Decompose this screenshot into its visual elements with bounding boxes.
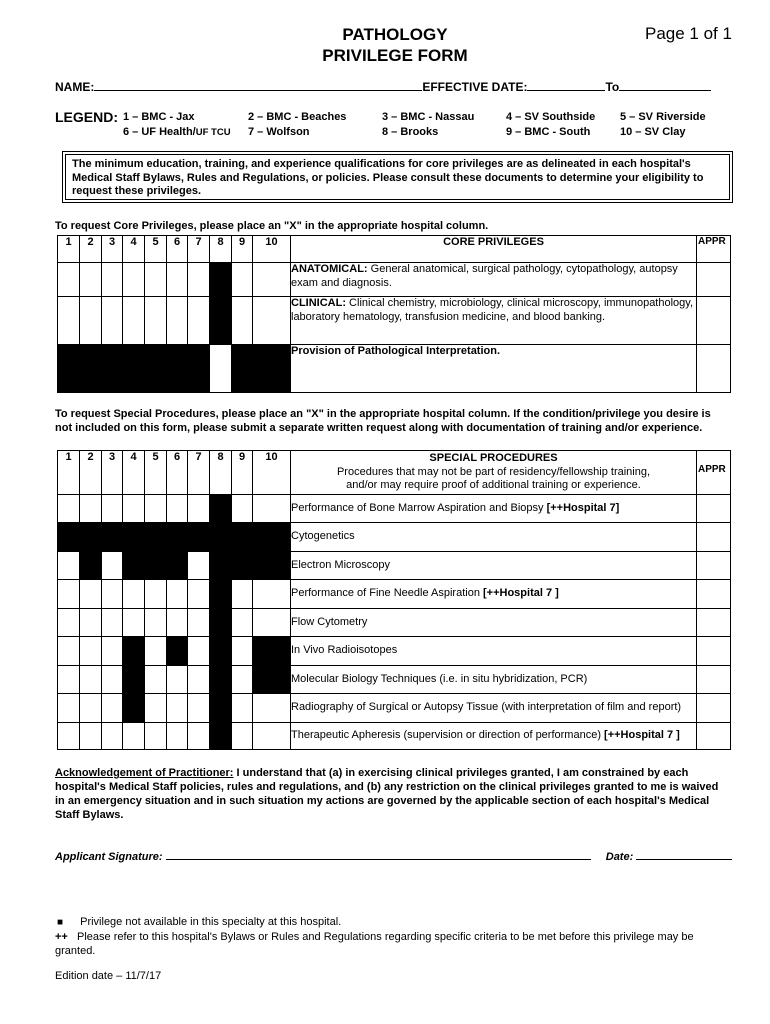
hospital-cell[interactable] — [253, 580, 291, 609]
unavailable-cell — [145, 523, 167, 552]
legend-item: 9 – BMC - South — [506, 126, 591, 138]
hospital-cell[interactable] — [58, 580, 80, 609]
hospital-cell[interactable] — [145, 694, 167, 723]
procedure-description — [291, 666, 697, 694]
hospital-cell[interactable] — [80, 297, 102, 345]
hospital-column-header: 5 — [145, 236, 167, 263]
hospital-cell[interactable] — [58, 263, 80, 297]
procedure-text: Molecular Biology Techniques (i.e. in situ hybridization, PCR) — [291, 672, 588, 685]
acknowledgement-label: Acknowledgement of Practitioner: — [55, 767, 234, 779]
plus-icon: ++ — [55, 931, 68, 943]
core-header-row — [58, 236, 731, 263]
hospital-cell[interactable] — [253, 495, 291, 523]
unavailable-cell — [102, 523, 123, 552]
hospital-cell[interactable] — [58, 694, 80, 723]
procedure-description — [291, 495, 697, 523]
hospital-cell[interactable] — [145, 609, 167, 637]
hospital-column-header: 1 — [58, 236, 80, 263]
procedure-description — [291, 552, 697, 580]
footnote-text: Privilege not available in this specialty at this hospital. — [80, 916, 342, 928]
hospital-cell[interactable] — [232, 580, 253, 609]
name-label: NAME: — [55, 80, 95, 94]
hospital-column-header: 3 — [102, 451, 123, 495]
legend-item: 6 – UF Health/UF TCU — [123, 126, 231, 138]
unavailable-cell — [58, 345, 80, 393]
hospital-cell[interactable] — [145, 495, 167, 523]
special-instruction: To request Special Procedures, please place an "X" in the appropriate hospital column. If the condition/privilege you desire is not included on this form, please submit a separate written request along with documentation of training and/or experience. — [55, 408, 711, 434]
core-row — [58, 345, 731, 393]
hospital-cell[interactable] — [188, 495, 210, 523]
hospital-cell[interactable] — [80, 263, 102, 297]
footnote-criteria — [55, 930, 720, 958]
hospital-cell[interactable] — [102, 694, 123, 723]
procedure-text: In Vivo Radioisotopes — [291, 644, 398, 657]
hospital-cell[interactable] — [188, 694, 210, 723]
legend-item: 1 – BMC - Jax — [123, 111, 195, 123]
page-number: Page 1 of 1 — [645, 24, 732, 43]
special-row — [58, 523, 731, 552]
unavailable-cell — [145, 552, 167, 580]
title-line-2: PRIVILEGE FORM — [322, 46, 468, 65]
hospital-column-header: 1 — [58, 451, 80, 495]
name-row — [55, 79, 711, 94]
hospital-cell[interactable] — [188, 723, 210, 750]
appr-cell[interactable] — [697, 523, 731, 552]
procedure-text: Therapeutic Apheresis (supervision or direction of performance) — [291, 729, 605, 742]
special-row — [58, 666, 731, 694]
procedure-text: Performance of Fine Needle Aspiration — [291, 587, 483, 600]
procedure-text: Electron Microscopy — [291, 558, 391, 571]
hospital-column-header: 10 — [253, 236, 291, 263]
hospital-cell[interactable] — [188, 580, 210, 609]
footnote-text: Please refer to this hospital's Bylaws or Rules and Regulations regarding specific criteria to be met before this privilege may be granted. — [55, 931, 694, 957]
procedure-description — [291, 637, 697, 666]
procedure-text: Radiography of Surgical or Autopsy Tissue (with interpretation of film and report) — [291, 701, 682, 714]
unavailable-cell — [123, 637, 145, 666]
hospital-cell[interactable] — [253, 723, 291, 750]
hospital-cell[interactable] — [80, 495, 102, 523]
appr-cell[interactable] — [697, 723, 731, 750]
title-line-1: PATHOLOGY — [342, 25, 448, 44]
hospital-cell[interactable] — [58, 297, 80, 345]
acknowledgement — [55, 766, 720, 822]
unavailable-cell — [210, 723, 232, 750]
acknowledgement-text: I understand that (a) in exercising clinical privileges granted, I am constrained by each hospital's Medical Staff policies, rules and regulations, and (b) any restriction on the clinical privileges granted to me is waived in an emergency situation and in such situation my actions are governed by the applicable section of each hospital's Medical Staff Bylaws. — [55, 767, 719, 821]
hospital-note: [++Hospital 7 ] — [483, 587, 559, 600]
date-field[interactable] — [636, 848, 732, 860]
hospital-column-header: 7 — [188, 451, 210, 495]
procedure-description — [291, 523, 697, 552]
appr-cell[interactable] — [697, 694, 731, 723]
black-square-icon: ■ — [57, 917, 64, 928]
hospital-column-header: 9 — [232, 451, 253, 495]
hospital-cell[interactable] — [232, 637, 253, 666]
hospital-cell[interactable] — [253, 263, 291, 297]
hospital-cell[interactable] — [102, 263, 123, 297]
hospital-cell[interactable] — [102, 495, 123, 523]
effective-date-label: EFFECTIVE DATE: — [422, 80, 528, 94]
unavailable-cell — [123, 666, 145, 694]
unavailable-cell — [167, 552, 188, 580]
legend-item: 3 – BMC - Nassau — [382, 111, 475, 123]
to-label: To — [605, 80, 620, 94]
special-header-title: SPECIAL PROCEDURES — [429, 452, 558, 465]
appr-cell[interactable] — [697, 345, 731, 393]
applicant-signature-field[interactable] — [166, 848, 591, 860]
hospital-cell[interactable] — [102, 609, 123, 637]
hospital-cell[interactable] — [232, 263, 253, 297]
unavailable-cell — [210, 297, 232, 345]
hospital-column-header: 4 — [123, 236, 145, 263]
hospital-cell[interactable] — [188, 666, 210, 694]
hospital-cell[interactable] — [102, 580, 123, 609]
hospital-cell[interactable] — [145, 297, 167, 345]
hospital-cell[interactable] — [58, 495, 80, 523]
appr-cell[interactable] — [697, 637, 731, 666]
special-row — [58, 694, 731, 723]
hospital-cell[interactable] — [167, 666, 188, 694]
unavailable-cell — [167, 523, 188, 552]
unavailable-cell — [167, 345, 188, 393]
hospital-cell[interactable] — [145, 580, 167, 609]
special-procedures-table — [57, 450, 731, 750]
hospital-cell[interactable] — [80, 666, 102, 694]
unavailable-cell — [58, 523, 80, 552]
hospital-column-header: 2 — [80, 451, 102, 495]
unavailable-cell — [210, 552, 232, 580]
appr-cell[interactable] — [697, 495, 731, 523]
unavailable-cell — [253, 523, 291, 552]
hospital-cell[interactable] — [58, 637, 80, 666]
hospital-cell[interactable] — [253, 694, 291, 723]
privilege-label: CLINICAL: — [291, 297, 346, 309]
hospital-cell[interactable] — [232, 666, 253, 694]
hospital-cell[interactable] — [58, 666, 80, 694]
procedure-description — [291, 694, 697, 723]
hospital-column-header: 9 — [232, 236, 253, 263]
hospital-cell[interactable] — [167, 580, 188, 609]
hospital-cell[interactable] — [232, 723, 253, 750]
unavailable-cell — [210, 263, 232, 297]
hospital-cell[interactable] — [102, 666, 123, 694]
appr-cell[interactable] — [697, 552, 731, 580]
hospital-cell[interactable] — [58, 723, 80, 750]
unavailable-cell — [253, 552, 291, 580]
hospital-column-header: 7 — [188, 236, 210, 263]
privilege-text: Clinical chemistry, microbiology, clinical microscopy, immunopathology, laboratory hematology, transfusion medicine, and blood banking. — [291, 297, 694, 323]
hospital-cell[interactable] — [102, 552, 123, 580]
special-row — [58, 552, 731, 580]
hospital-cell[interactable] — [80, 580, 102, 609]
unavailable-cell — [232, 552, 253, 580]
unavailable-cell — [253, 345, 291, 393]
special-header-subtitle: Procedures that may not be part of residency/fellowship training, and/or may require proof of additional training or experience. — [336, 465, 651, 492]
hospital-column-header: 3 — [102, 236, 123, 263]
unavailable-cell — [188, 523, 210, 552]
unavailable-cell — [80, 345, 102, 393]
unavailable-cell — [167, 637, 188, 666]
procedure-text: Cytogenetics — [291, 530, 355, 543]
core-row — [58, 263, 731, 297]
appr-cell[interactable] — [697, 263, 731, 297]
legend-item: 7 – Wolfson — [248, 126, 310, 138]
privilege-label: ANATOMICAL: — [291, 263, 368, 275]
legend-item: 8 – Brooks — [382, 126, 439, 138]
hospital-cell[interactable] — [167, 495, 188, 523]
effective-date-field[interactable] — [527, 79, 605, 91]
hospital-cell[interactable] — [188, 297, 210, 345]
hospital-cell[interactable] — [145, 637, 167, 666]
legend-item: 5 – SV Riverside — [620, 111, 706, 123]
hospital-cell[interactable] — [167, 297, 188, 345]
date-label: Date: — [605, 851, 634, 863]
unavailable-cell — [123, 552, 145, 580]
procedure-text: Flow Cytometry — [291, 615, 368, 628]
hospital-cell[interactable] — [145, 723, 167, 750]
edition-date: Edition date – 11/7/17 — [55, 970, 162, 982]
form-title — [300, 24, 490, 66]
hospital-cell[interactable] — [188, 263, 210, 297]
eligibility-notice: The minimum education, training, and experience qualifications for core privileges are as delineated in each hospital's Medical Staff Bylaws, Rules and Regulations, or policies. Please consult these documents to determine your eligibility to request these privileges. — [65, 154, 730, 200]
hospital-cell[interactable] — [102, 297, 123, 345]
hospital-cell[interactable] — [232, 609, 253, 637]
unavailable-cell — [210, 694, 232, 723]
unavailable-cell — [210, 637, 232, 666]
special-procedures-header — [291, 451, 697, 495]
hospital-cell[interactable] — [232, 495, 253, 523]
hospital-cell[interactable] — [123, 263, 145, 297]
hospital-cell[interactable] — [253, 609, 291, 637]
unavailable-cell — [123, 694, 145, 723]
hospital-cell[interactable] — [188, 637, 210, 666]
hospital-column-header: 10 — [253, 451, 291, 495]
name-field[interactable] — [94, 79, 422, 91]
unavailable-cell — [102, 345, 123, 393]
unavailable-cell — [145, 345, 167, 393]
core-privileges-header: CORE PRIVILEGES — [291, 236, 697, 263]
privilege-text: General anatomical, surgical pathology, cytopathology, autopsy exam and diagnosis. — [291, 263, 678, 289]
hospital-cell[interactable] — [102, 723, 123, 750]
hospital-column-header: 6 — [167, 451, 188, 495]
hospital-column-header: 8 — [210, 451, 232, 495]
procedure-description — [291, 580, 697, 609]
privilege-description — [291, 297, 697, 345]
unavailable-cell — [210, 580, 232, 609]
hospital-cell[interactable] — [188, 552, 210, 580]
applicant-signature-label: Applicant Signature: — [55, 851, 163, 863]
hospital-cell[interactable] — [188, 609, 210, 637]
appr-header: APPR — [697, 451, 731, 495]
privilege-description — [291, 263, 697, 297]
hospital-cell[interactable] — [167, 694, 188, 723]
unavailable-cell — [210, 523, 232, 552]
unavailable-cell — [210, 609, 232, 637]
core-privileges-table — [57, 235, 731, 393]
legend-item: 10 – SV Clay — [620, 126, 686, 138]
unavailable-cell — [232, 345, 253, 393]
unavailable-cell — [123, 345, 145, 393]
procedure-description — [291, 609, 697, 637]
privilege-label: Provision of Pathological Interpretation. — [291, 345, 501, 357]
hospital-cell[interactable] — [253, 297, 291, 345]
unavailable-cell — [232, 523, 253, 552]
hospital-cell[interactable] — [123, 609, 145, 637]
special-row — [58, 609, 731, 637]
privilege-description — [291, 345, 697, 393]
core-instruction: To request Core Privileges, please place an "X" in the appropriate hospital column. — [55, 220, 489, 232]
unavailable-cell — [253, 637, 291, 666]
procedure-text: Performance of Bone Marrow Aspiration and Biopsy — [291, 501, 547, 514]
hospital-cell[interactable] — [123, 580, 145, 609]
hospital-cell[interactable] — [210, 345, 232, 393]
hospital-note: [++Hospital 7 ] — [604, 729, 680, 742]
hospital-cell[interactable] — [167, 723, 188, 750]
hospital-cell[interactable] — [167, 609, 188, 637]
hospital-column-header: 5 — [145, 451, 167, 495]
hospital-cell[interactable] — [123, 495, 145, 523]
hospital-cell[interactable] — [80, 637, 102, 666]
appr-cell[interactable] — [697, 666, 731, 694]
unavailable-cell — [80, 523, 102, 552]
appr-cell[interactable] — [697, 297, 731, 345]
special-row — [58, 637, 731, 666]
hospital-cell[interactable] — [58, 552, 80, 580]
hospital-cell[interactable] — [80, 694, 102, 723]
hospital-cell[interactable] — [167, 263, 188, 297]
unavailable-cell — [123, 523, 145, 552]
hospital-cell[interactable] — [145, 263, 167, 297]
special-row — [58, 580, 731, 609]
legend-label: LEGEND: — [55, 109, 118, 125]
hospital-column-header: 8 — [210, 236, 232, 263]
hospital-column-header: 6 — [167, 236, 188, 263]
special-header-row — [58, 451, 731, 495]
procedure-description — [291, 723, 697, 750]
signature-row — [55, 848, 732, 863]
hospital-cell[interactable] — [123, 297, 145, 345]
hospital-cell[interactable] — [145, 666, 167, 694]
appr-cell[interactable] — [697, 580, 731, 609]
hospital-cell[interactable] — [123, 723, 145, 750]
hospital-cell[interactable] — [80, 609, 102, 637]
unavailable-cell — [210, 495, 232, 523]
unavailable-cell — [188, 345, 210, 393]
hospital-column-header: 4 — [123, 451, 145, 495]
footnote-not-available — [57, 915, 341, 930]
core-row — [58, 297, 731, 345]
hospital-note: [++Hospital 7] — [546, 501, 620, 514]
special-row — [58, 495, 731, 523]
hospital-cell[interactable] — [232, 694, 253, 723]
unavailable-cell — [210, 666, 232, 694]
unavailable-cell — [80, 552, 102, 580]
hospital-column-header: 2 — [80, 236, 102, 263]
to-date-field[interactable] — [619, 79, 711, 91]
hospital-cell[interactable] — [102, 637, 123, 666]
hospital-cell[interactable] — [58, 609, 80, 637]
special-row — [58, 723, 731, 750]
unavailable-cell — [253, 666, 291, 694]
legend-item: 2 – BMC - Beaches — [248, 111, 347, 123]
hospital-cell[interactable] — [80, 723, 102, 750]
legend-item: 4 – SV Southside — [506, 111, 596, 123]
hospital-cell[interactable] — [232, 297, 253, 345]
appr-cell[interactable] — [697, 609, 731, 637]
appr-header: APPR — [697, 236, 731, 263]
